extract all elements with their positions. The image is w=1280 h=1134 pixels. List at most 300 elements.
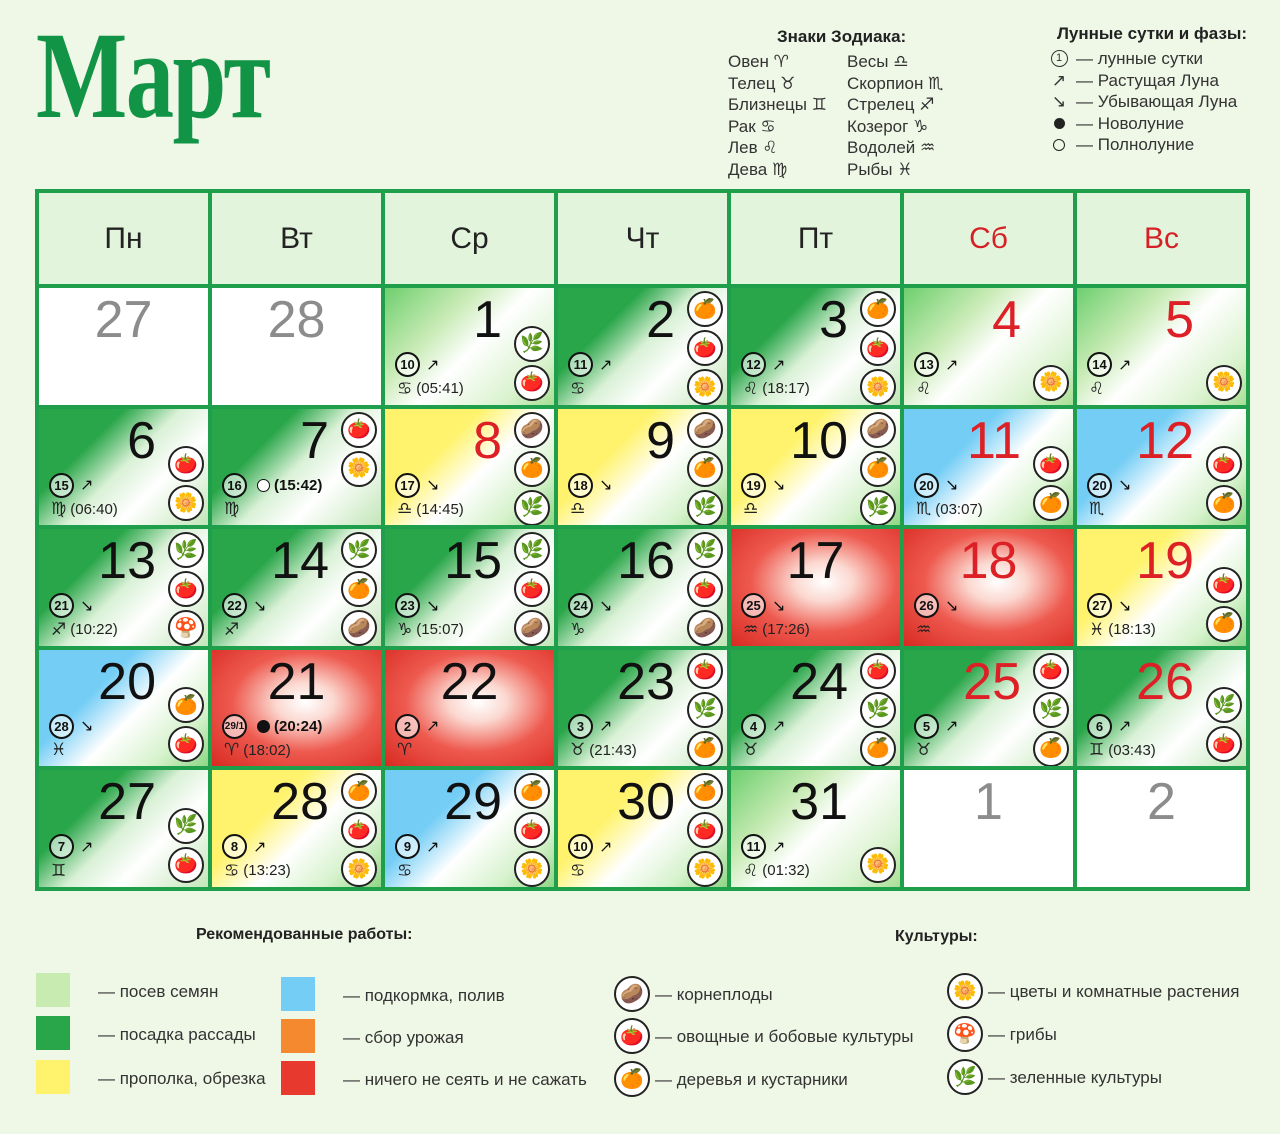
greens-icon: 🌿 (341, 532, 377, 568)
root-icon: 🥔 (514, 412, 550, 448)
day-number: 3 (819, 291, 848, 349)
zodiac-row (916, 620, 931, 640)
zodiac-sign-icon: ♓ (1089, 619, 1105, 639)
crop-icons (687, 653, 723, 767)
day-number: 24 (790, 652, 848, 711)
tomato-icon: 🍅 (514, 812, 550, 848)
zodiac-item: Стрелец ♐ (847, 95, 935, 115)
tree-icon: 🍊 (614, 1061, 650, 1097)
lunar-day-badge: 16 (222, 473, 247, 498)
zodiac-row (397, 499, 464, 519)
moon-info (395, 714, 439, 739)
day-number: 27 (94, 291, 153, 349)
greens-icon: 🌿 (687, 692, 723, 728)
moon-legend-symbol (1048, 70, 1070, 92)
zodiac-sign-icon: ♒ (916, 619, 932, 639)
work-swatch (281, 1061, 315, 1095)
lunar-day-badge: 29/1 (222, 714, 247, 739)
moon-info (49, 714, 93, 739)
day-cell[interactable] (904, 288, 1073, 405)
zodiac-row (397, 620, 464, 640)
zodiac-row (916, 499, 983, 519)
day-cell[interactable] (212, 409, 381, 526)
lunar-day-badge: 24 (568, 593, 593, 618)
day-cell[interactable] (904, 409, 1073, 526)
crop-icons (1206, 365, 1242, 401)
lunar-day-badge: 4 (741, 714, 766, 739)
day-number: 21 (267, 652, 326, 711)
day-cell[interactable] (558, 650, 727, 767)
lunar-day-badge: 7 (49, 834, 74, 859)
day-cell[interactable] (1077, 770, 1246, 887)
moon-info (1087, 593, 1131, 618)
zodiac-item: Дева ♍ (728, 159, 788, 179)
day-number: 17 (786, 532, 845, 591)
crop-icons (341, 532, 377, 646)
lunar-day-badge: 18 (568, 473, 593, 498)
day-cell[interactable] (1077, 288, 1246, 405)
tree-icon: 🍊 (168, 687, 204, 723)
lunar-day-badge: 27 (1087, 593, 1112, 618)
day-cell[interactable] (39, 288, 208, 405)
lunar-day-badge: 20 (1087, 473, 1112, 498)
zodiac-row (224, 620, 239, 640)
zodiac-change-time: (05:41) (416, 380, 464, 398)
greens-icon: 🌿 (1033, 692, 1069, 728)
moon-phase (257, 477, 322, 494)
tree-icon: 🍊 (860, 291, 896, 327)
zodiac-sign-icon: ♍ (51, 499, 67, 519)
zodiac-change-time: (06:40) (70, 500, 118, 518)
waxing-arrow-icon: ↗ (772, 718, 786, 736)
lunar-day-badge: 3 (568, 714, 593, 739)
work-swatch (36, 1016, 70, 1050)
tree-icon: 🍊 (860, 731, 896, 767)
moon-info (568, 473, 612, 498)
day-number: 16 (617, 532, 675, 591)
moon-info (741, 352, 785, 377)
zodiac-sign-icon: ♋ (570, 378, 586, 398)
new-moon-icon (1054, 118, 1065, 129)
crop-icons (1033, 653, 1069, 767)
day-number: 26 (1136, 652, 1194, 711)
crop-icons (1206, 687, 1242, 762)
greens-icon: 🌿 (168, 532, 204, 568)
tomato-icon: 🍅 (860, 330, 896, 366)
day-number: 1 (974, 773, 1003, 832)
crop-label: — овощные и бобовые культуры (655, 1027, 914, 1046)
flower-icon: 🌼 (860, 369, 896, 405)
mushroom-icon: 🍄 (947, 1016, 983, 1052)
waxing-arrow-icon: ↗ (772, 356, 786, 374)
crop-icons (1033, 365, 1069, 401)
zodiac-row (1089, 620, 1156, 640)
zodiac-sign-icon: ♌ (743, 378, 759, 398)
day-cell[interactable] (39, 650, 208, 767)
day-number: 2 (1147, 773, 1176, 832)
moon-info (395, 473, 439, 498)
moon-info (222, 714, 322, 739)
zodiac-row (570, 740, 637, 760)
day-cell[interactable] (731, 288, 900, 405)
root-icon: 🥔 (614, 976, 650, 1012)
zodiac-row (1089, 740, 1156, 760)
zodiac-row (916, 379, 931, 399)
day-cell[interactable] (731, 770, 900, 887)
tomato-icon: 🍅 (1033, 446, 1069, 482)
lunar-day-badge: 20 (914, 473, 939, 498)
weekday-header: Чт (558, 193, 727, 284)
tree-icon: 🍊 (1033, 485, 1069, 521)
moon-info (395, 834, 439, 859)
flower-icon: 🌼 (1206, 365, 1242, 401)
waning-arrow-icon: ↘ (426, 597, 440, 615)
zodiac-sign-icon: ♈ (397, 740, 413, 760)
lunar-day-badge: 17 (395, 473, 420, 498)
lunar-day-badge: 14 (1087, 352, 1112, 377)
moon-legend-heading: Лунные сутки и фазы: (1057, 24, 1248, 43)
zodiac-row (570, 499, 585, 519)
moon-info (1087, 352, 1131, 377)
day-cell[interactable] (39, 529, 208, 646)
lunar-day-badge: 22 (222, 593, 247, 618)
zodiac-change-time: (10:22) (70, 621, 118, 639)
crop-icons (168, 532, 204, 646)
tomato-icon: 🍅 (514, 571, 550, 607)
zodiac-sign-icon: ♑ (397, 619, 413, 639)
tomato-icon: 🍅 (614, 1018, 650, 1054)
zodiac-row (51, 499, 118, 519)
zodiac-list-right (847, 51, 943, 181)
zodiac-sign-icon: ♐ (224, 619, 240, 639)
moon-info (741, 593, 785, 618)
weekday-header: Пн (39, 193, 208, 284)
month-title: Март (36, 7, 270, 144)
crop-icons (1206, 567, 1242, 642)
crop-icons (168, 446, 204, 521)
crop-icons (341, 412, 377, 487)
zodiac-item: Козерог ♑ (847, 116, 929, 136)
zodiac-row (224, 499, 239, 519)
lunar-day-badge: 11 (741, 834, 766, 859)
crop-icons (687, 291, 723, 405)
tomato-icon: 🍅 (860, 653, 896, 689)
day-number: 12 (1136, 411, 1194, 470)
zodiac-row (51, 861, 66, 881)
zodiac-sign-icon: ♉ (916, 740, 932, 760)
crop-icons (514, 412, 550, 526)
moon-legend-row (1048, 113, 1237, 135)
zodiac-row (570, 620, 585, 640)
day-cell[interactable] (385, 650, 554, 767)
zodiac-item: Рыбы ♓ (847, 159, 913, 179)
day-cell[interactable] (1077, 409, 1246, 526)
flower-icon: 🌼 (514, 851, 550, 887)
waxing-arrow-icon: ↗ (253, 838, 267, 856)
zodiac-sign-icon: ♌ (1089, 378, 1105, 398)
day-number: 30 (617, 773, 675, 832)
tomato-icon: 🍅 (1206, 446, 1242, 482)
zodiac-item: Водолей ♒ (847, 138, 936, 158)
work-label: — прополка, обрезка (98, 1069, 266, 1088)
moon-legend-row (1048, 70, 1237, 92)
day-number: 19 (1136, 532, 1194, 591)
zodiac-sign-icon: ♌ (743, 860, 759, 880)
day-cell[interactable] (558, 770, 727, 887)
day-cell[interactable] (385, 529, 554, 646)
day-cell[interactable] (731, 409, 900, 526)
day-number: 14 (271, 532, 329, 591)
day-cell[interactable] (212, 288, 381, 405)
day-cell[interactable] (904, 650, 1073, 767)
greens-icon: 🌿 (514, 532, 550, 568)
moon-legend-label: — Растущая Луна (1076, 70, 1219, 90)
root-icon: 🥔 (687, 610, 723, 646)
waning-arrow-icon: ↘ (80, 597, 94, 615)
day-number: 22 (440, 652, 499, 711)
root-icon: 🥔 (860, 412, 896, 448)
crop-icons (860, 412, 896, 526)
zodiac-heading: Знаки Зодиака: (777, 27, 907, 46)
tomato-icon: 🍅 (687, 653, 723, 689)
day-cell[interactable] (904, 770, 1073, 887)
moon-info (49, 593, 93, 618)
tree-icon: 🍊 (514, 451, 550, 487)
tomato-icon: 🍅 (341, 412, 377, 448)
waning-arrow-icon: ↘ (945, 597, 959, 615)
day-cell[interactable] (212, 650, 381, 767)
flower-icon: 🌼 (341, 451, 377, 487)
moon-legend-symbol (1048, 139, 1070, 151)
moon-legend-symbol (1048, 118, 1070, 129)
tomato-icon: 🍅 (687, 812, 723, 848)
zodiac-row (743, 499, 758, 519)
day-number: 28 (267, 291, 326, 349)
moon-legend-label: — Новолуние (1076, 113, 1185, 133)
day-number: 25 (963, 652, 1021, 711)
work-swatch (36, 973, 70, 1007)
zodiac-sign-icon: ♋ (224, 860, 240, 880)
day-cell[interactable] (1077, 650, 1246, 767)
zodiac-sign-icon: ♓ (51, 740, 67, 760)
day-number: 15 (444, 532, 502, 591)
weekday-header: Вс (1077, 193, 1246, 284)
weekday-header: Пт (731, 193, 900, 284)
day-cell[interactable] (1077, 529, 1246, 646)
greens-icon: 🌿 (860, 692, 896, 728)
moon-info (914, 714, 958, 739)
zodiac-list-left (728, 51, 827, 181)
flower-icon: 🌼 (341, 851, 377, 887)
lunar-day-badge: 15 (49, 473, 74, 498)
greens-icon: 🌿 (687, 532, 723, 568)
zodiac-change-time: (14:45) (416, 500, 464, 518)
zodiac-row (916, 740, 931, 760)
moon-legend-label: — Полнолуние (1076, 135, 1195, 155)
tree-icon: 🍊 (687, 773, 723, 809)
day-number: 7 (300, 411, 329, 470)
flower-icon: 🌼 (168, 485, 204, 521)
root-icon: 🥔 (341, 610, 377, 646)
work-label: — посев семян (98, 982, 219, 1001)
waning-arrow-icon: ↘ (599, 597, 613, 615)
lunar-day-badge: 28 (49, 714, 74, 739)
crop-icons (1206, 446, 1242, 521)
waxing-arrow-icon: ↗ (1118, 718, 1132, 736)
day-cell[interactable] (904, 529, 1073, 646)
moon-info (741, 834, 785, 859)
zodiac-change-time: (18:02) (243, 741, 291, 759)
day-cell[interactable] (212, 770, 381, 887)
day-cell[interactable] (385, 770, 554, 887)
day-cell[interactable] (385, 288, 554, 405)
tomato-icon: 🍅 (1033, 653, 1069, 689)
waning-arrow-icon: ↘ (426, 477, 440, 495)
work-label: — ничего не сеять и не сажать (343, 1070, 587, 1089)
moon-legend-row (1048, 91, 1237, 113)
crop-icons (514, 532, 550, 646)
lunar-day-badge: 5 (914, 714, 939, 739)
tree-icon: 🍊 (687, 731, 723, 767)
day-number: 8 (473, 411, 502, 470)
crops-legend-title: Культуры: (895, 928, 978, 945)
zodiac-row (397, 861, 412, 881)
lunar-day-badge: 12 (741, 352, 766, 377)
waning-arrow-icon: ↘ (945, 477, 959, 495)
phase-time: (15:42) (274, 476, 323, 494)
zodiac-row (743, 740, 758, 760)
crop-icons (514, 326, 550, 401)
waxing-arrow-icon: ↗ (426, 718, 440, 736)
crop-icons (687, 532, 723, 646)
waning-arrow-icon: ↘ (80, 718, 94, 736)
zodiac-sign-icon: ♈ (224, 740, 240, 760)
moon-info (568, 352, 612, 377)
zodiac-item: Близнецы ♊ (728, 95, 827, 115)
day-number: 23 (617, 652, 675, 711)
zodiac-item: Лев ♌ (728, 138, 778, 158)
day-cell[interactable] (731, 529, 900, 646)
work-label: — посадка рассады (98, 1025, 256, 1044)
waning-arrow-icon: ↘ (772, 597, 786, 615)
zodiac-row (570, 379, 585, 399)
lunar-day-badge: 21 (49, 593, 74, 618)
waxing-arrow-icon: ↗ (426, 356, 440, 374)
work-swatch (281, 977, 315, 1011)
tomato-icon: 🍅 (514, 365, 550, 401)
zodiac-sign-icon: ♌ (916, 378, 932, 398)
waning-arrow-icon: ↘ (253, 597, 267, 615)
moon-legend-row (1048, 48, 1237, 70)
zodiac-row (224, 861, 291, 881)
root-icon: 🥔 (687, 412, 723, 448)
tomato-icon: 🍅 (168, 726, 204, 762)
zodiac-sign-icon: ♊ (51, 860, 67, 880)
day-cell[interactable] (39, 770, 208, 887)
greens-icon: 🌿 (1206, 687, 1242, 723)
crop-icons (341, 773, 377, 887)
weekday-header: Сб (904, 193, 1073, 284)
greens-icon: 🌿 (687, 490, 723, 526)
crop-icons (514, 773, 550, 887)
zodiac-row (51, 620, 118, 640)
day-cell[interactable] (39, 409, 208, 526)
moon-info (49, 834, 93, 859)
zodiac-change-time: (17:26) (762, 621, 810, 639)
weekday-header: Вт (212, 193, 381, 284)
moon-info (222, 473, 322, 498)
day-cell[interactable] (558, 409, 727, 526)
zodiac-item: Весы ♎ (847, 52, 909, 71)
lunar-day-badge: 26 (914, 593, 939, 618)
zodiac-sign-icon: ♋ (397, 378, 413, 398)
zodiac-sign-icon: ♏ (1089, 499, 1105, 519)
moon-info (568, 834, 612, 859)
zodiac-sign-icon: ♒ (743, 619, 759, 639)
crop-icons (168, 808, 204, 883)
day-number: 31 (790, 773, 848, 832)
moon-info (222, 834, 266, 859)
crop-icons (860, 653, 896, 767)
mushroom-icon: 🍄 (168, 610, 204, 646)
moon-legend-symbol (1048, 50, 1070, 67)
crop-icons (687, 412, 723, 526)
lunar-day-icon: 1 (1051, 50, 1068, 67)
work-label: — подкормка, полив (343, 986, 505, 1005)
moon-legend-label: — лунные сутки (1076, 49, 1204, 68)
day-number: 13 (98, 532, 156, 591)
root-icon: 🥔 (514, 610, 550, 646)
greens-icon: 🌿 (514, 326, 550, 362)
day-number: 20 (98, 652, 156, 711)
day-cell[interactable] (558, 288, 727, 405)
greens-icon: 🌿 (947, 1059, 983, 1095)
day-cell[interactable] (212, 529, 381, 646)
lunar-day-badge: 13 (914, 352, 939, 377)
tree-icon: 🍊 (687, 291, 723, 327)
zodiac-change-time: (03:07) (935, 500, 983, 518)
day-cell[interactable] (558, 529, 727, 646)
zodiac-sign-icon: ♊ (1089, 740, 1105, 760)
day-number: 27 (98, 773, 156, 832)
moon-info (1087, 714, 1131, 739)
moon-legend-symbol (1048, 91, 1070, 113)
zodiac-sign-icon: ♋ (570, 860, 586, 880)
zodiac-item: Овен ♈ (728, 52, 789, 71)
zodiac-change-time: (18:13) (1108, 621, 1156, 639)
phase-time: (20:24) (274, 717, 323, 735)
crop-label: — деревья и кустарники (655, 1070, 848, 1089)
moon-info (741, 714, 785, 739)
zodiac-sign-icon: ♐ (51, 619, 67, 639)
zodiac-change-time: (15:07) (416, 621, 464, 639)
zodiac-row (743, 620, 810, 640)
crop-label: — грибы (988, 1025, 1057, 1044)
crop-label: — цветы и комнатные растения (988, 982, 1240, 1001)
waning-arrow-icon: ↘ (772, 477, 786, 495)
day-cell[interactable] (731, 650, 900, 767)
day-cell[interactable] (385, 409, 554, 526)
waxing-arrow-icon: ↗ (599, 718, 613, 736)
moon-legend-list (1048, 48, 1237, 156)
full-moon-icon (257, 479, 270, 492)
waxing-arrow-icon: ↗ (599, 838, 613, 856)
day-number: 5 (1165, 291, 1194, 349)
day-number: 2 (646, 291, 675, 349)
crop-icons (860, 847, 896, 883)
tree-icon: 🍊 (341, 773, 377, 809)
moon-info (568, 593, 612, 618)
